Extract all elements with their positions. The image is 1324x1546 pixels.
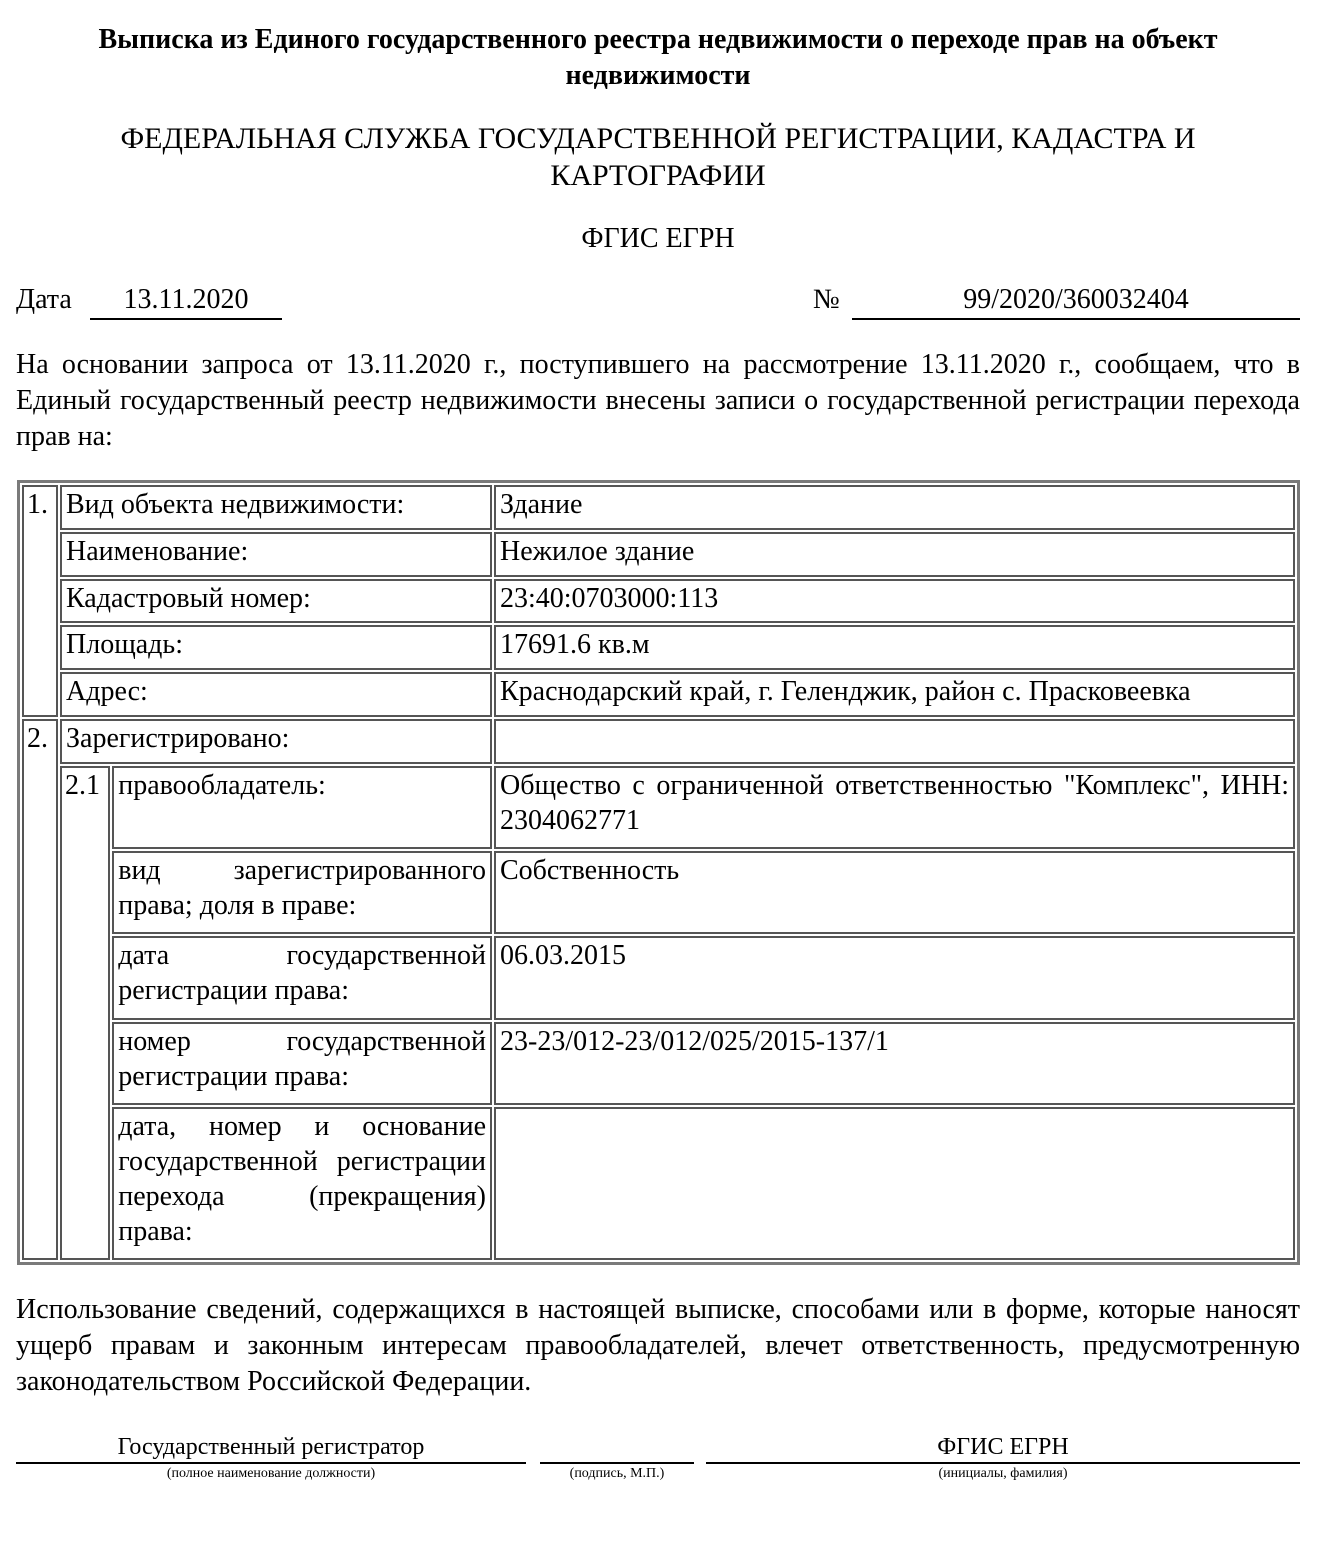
- object-type-label: Вид объекта недвижимости:: [60, 485, 492, 530]
- date-value: 13.11.2020: [90, 282, 282, 320]
- section-number: 1.: [22, 485, 58, 717]
- signature-field: [540, 1432, 694, 1464]
- system-name: ФГИС ЕГРН: [581, 223, 735, 254]
- table-row: [22, 1022, 1295, 1105]
- registered-value: [494, 719, 1295, 764]
- right-type-label: вид зарегистрированного права; доля в праве:: [112, 851, 492, 934]
- name-caption: (инициалы, фамилия): [938, 1466, 1068, 1481]
- table-row: [22, 719, 1295, 764]
- position-caption: (полное наименование должности): [166, 1466, 376, 1481]
- right-type-value: Собственность: [494, 851, 1295, 934]
- position-field: Государственный регистратор: [16, 1432, 526, 1464]
- table-row: [22, 851, 1295, 934]
- signature-caption: (подпись, М.П.): [569, 1466, 665, 1481]
- object-type-value: Здание: [494, 485, 1295, 530]
- table-row: [22, 532, 1295, 577]
- address-value: Краснодарский край, г. Геленджик, район с. Прасковеевка: [494, 672, 1295, 717]
- date-label: Дата: [16, 284, 72, 315]
- number-value: 99/2020/360032404: [852, 282, 1300, 320]
- table-row: [22, 485, 1295, 530]
- owner-label: правообладатель:: [112, 766, 492, 849]
- table-row: [22, 936, 1295, 1019]
- table-row: [22, 579, 1295, 624]
- cadastral-number-label: Кадастровый номер:: [60, 579, 492, 624]
- intro-paragraph: На основании запроса от 13.11.2020 г., поступившего на рассмотрение 13.11.2020 г., сообщаем, что в Единый государственный реестр недвижимости внесены записи о государственной регистрации перехода прав на:: [16, 349, 1300, 452]
- owner-value: Общество с ограниченной ответственностью "Комплекс", ИНН: 2304062771: [494, 766, 1295, 849]
- number-label: №: [813, 284, 840, 315]
- warning-paragraph: Использование сведений, содержащихся в настоящей выписке, способами или в форме, которые наносят ущерб правам и законным интересам правообладателей, влечет ответственность, предусмотренную законодательством Российской Федерации.: [16, 1294, 1300, 1397]
- registration-number-label: номер государственной регистрации права:: [112, 1022, 492, 1105]
- registration-date-value: 06.03.2015: [494, 936, 1295, 1019]
- agency-name: ФЕДЕРАЛЬНАЯ СЛУЖБА ГОСУДАРСТВЕННОЙ РЕГИСТРАЦИИ, КАДАСТРА И КАРТОГРАФИИ: [120, 122, 1196, 192]
- object-name-value: Нежилое здание: [494, 532, 1295, 577]
- document-title: Выписка из Единого государственного реестра недвижимости о переходе прав на объект недвижимости: [98, 24, 1218, 91]
- area-label: Площадь:: [60, 625, 492, 670]
- transfer-basis-value: [494, 1107, 1295, 1260]
- table-row: [22, 766, 1295, 849]
- registration-number-value: 23-23/012-23/012/025/2015-137/1: [494, 1022, 1295, 1105]
- address-label: Адрес:: [60, 672, 492, 717]
- registered-label: Зарегистрировано:: [60, 719, 492, 764]
- registry-table: [17, 480, 1300, 1265]
- section-number: 2.: [22, 719, 58, 1260]
- name-field: ФГИС ЕГРН: [706, 1432, 1300, 1464]
- area-value: 17691.6 кв.м: [494, 625, 1295, 670]
- object-name-label: Наименование:: [60, 532, 492, 577]
- table-row: [22, 625, 1295, 670]
- transfer-basis-label: дата, номер и основание государственной регистрации перехода (прекращения) права:: [112, 1107, 492, 1260]
- table-row: [22, 672, 1295, 717]
- registration-date-label: дата государственной регистрации права:: [112, 936, 492, 1019]
- cadastral-number-value: 23:40:0703000:113: [494, 579, 1295, 624]
- subsection-number: 2.1: [60, 766, 110, 1260]
- table-row: [22, 1107, 1295, 1260]
